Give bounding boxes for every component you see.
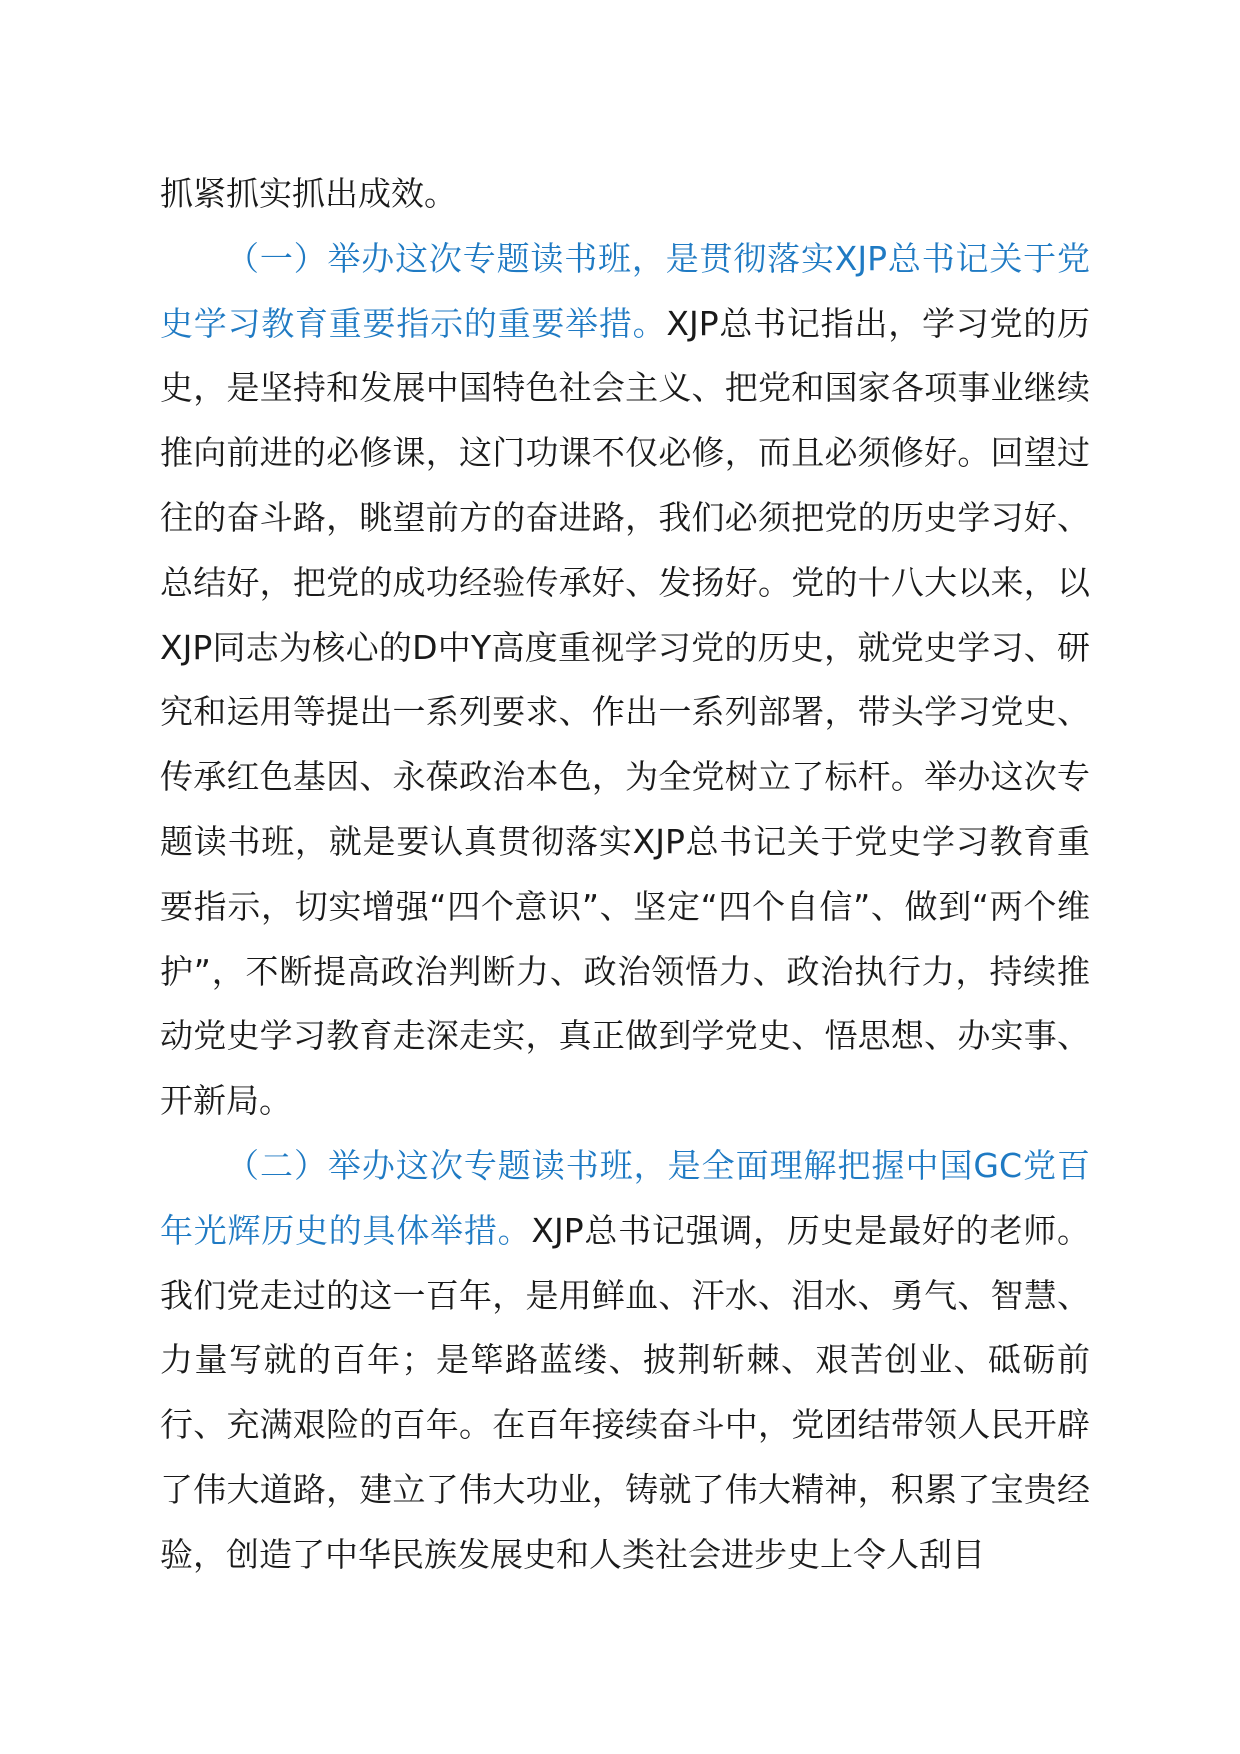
document-body	[160, 162, 1090, 1588]
section-heading-2: （二）举办这次专题读书班，是全面理解把握中国GC党百年光辉历史的具体举措。	[160, 1145, 1090, 1250]
paragraph-section-1	[160, 227, 1090, 1134]
paragraph-continuation	[160, 162, 1090, 227]
paragraph-text: XJP总书记指出，学习党的历史，是坚持和发展中国特色社会主义、把党和国家各项事业继续推向前进的必修课，这门功课不仅必修，而且必须修好。回望过往的奋斗路，眺望前方的奋进路，我们必须把党的历史学习好、总结好，把党的成功经验传承好、发扬好。党的十八大以来，以XJP同志为核心的D中Y高度重视学习党的历史，就党史学习、研究和运用等提出一系列要求、作出一系列部署，带头学习党史、传承红色基因、永葆政治本色，为全党树立了标杆。举办这次专题读书班，就是要认真贯彻落实XJP总书记关于党史学习教育重要指示，切实增强“四个意识”、坚定“四个自信”、做到“两个维护”，不断提高政治判断力、政治领悟力、政治执行力，持续推动党史学习教育走深走实，真正做到学党史、悟思想、办实事、开新局。	[160, 303, 1091, 1121]
paragraph-section-2	[160, 1134, 1090, 1588]
section-heading-1: （一）举办这次专题读书班，是贯彻落实XJP总书记关于党史学习教育重要指示的重要举措。	[160, 238, 1090, 343]
paragraph-text: XJP总书记强调，历史是最好的老师。我们党走过的这一百年，是用鲜血、汗水、泪水、勇气、智慧、力量写就的百年；是筚路蓝缕、披荆斩棘、艰苦创业、砥砺前行、充满艰险的百年。在百年接续奋斗中，党团结带领人民开辟了伟大道路，建立了伟大功业，铸就了伟大精神，积累了宝贵经验，创造了中华民族发展史和人类社会进步史上令人刮目	[160, 1210, 1090, 1574]
paragraph-text: 抓紧抓实抓出成效。	[160, 174, 457, 213]
